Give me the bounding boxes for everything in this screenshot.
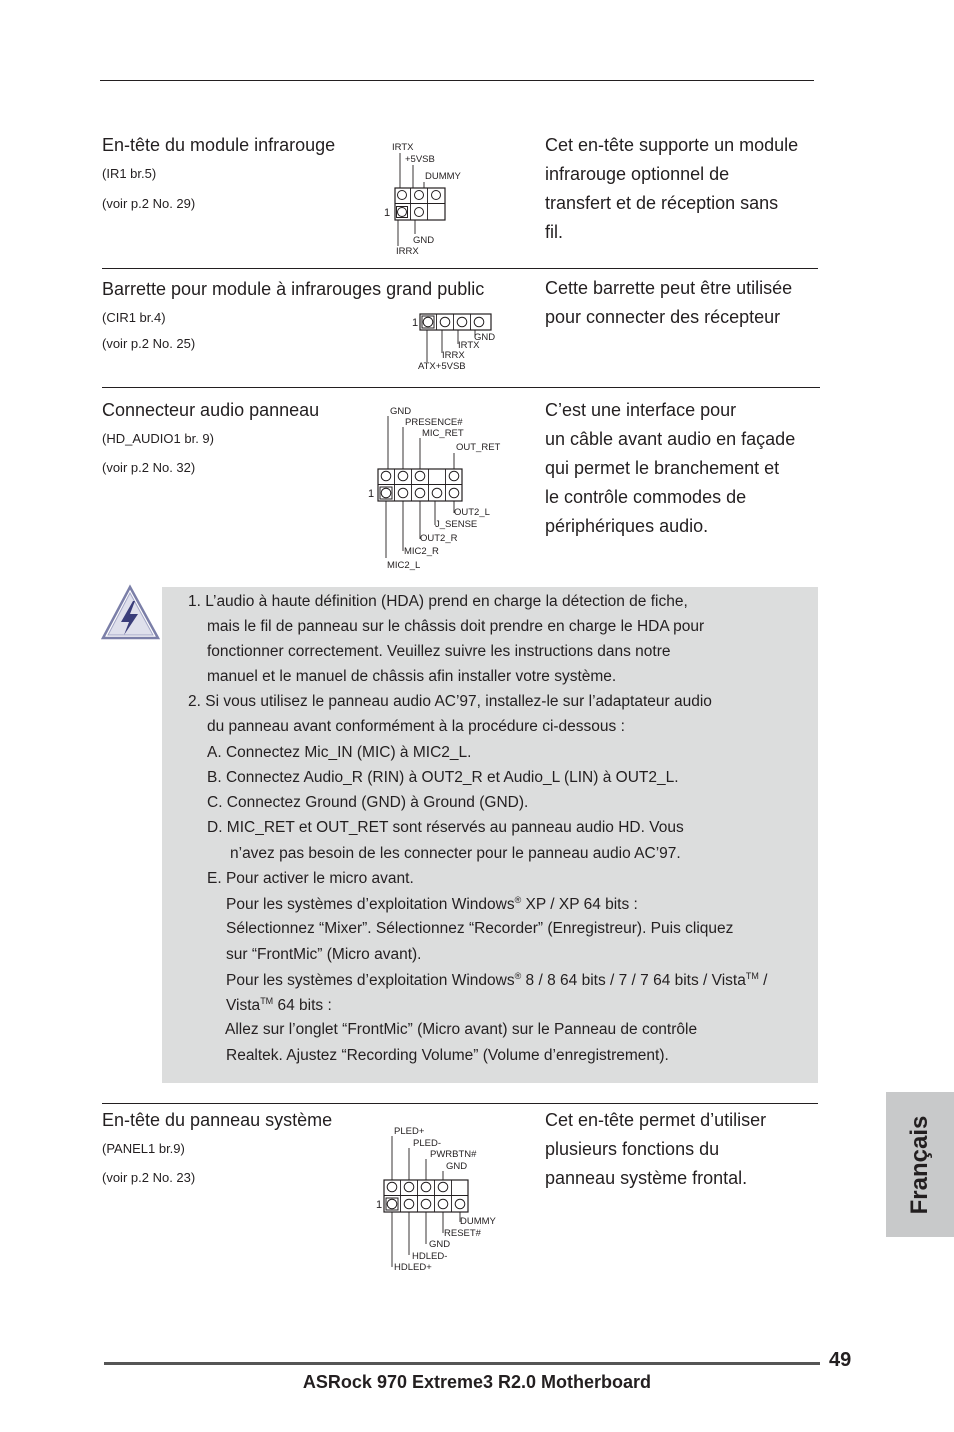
footer-title: ASRock 970 Extreme3 R2.0 Motherboard xyxy=(302,1372,652,1392)
audio-pin-micret: MIC_RET xyxy=(422,428,464,439)
ir-header-diagram xyxy=(378,138,488,260)
panel-header-ref: (PANEL1 br.9) xyxy=(102,1141,185,1156)
cir-pin-atx: ATX+5VSB xyxy=(418,361,466,372)
audio-header-diagram xyxy=(366,403,506,573)
footer-bar xyxy=(104,1362,820,1365)
divider-1 xyxy=(102,268,818,269)
ir-pin-irrx: IRRX xyxy=(396,246,419,257)
panel-header-diagram xyxy=(376,1122,516,1274)
cir-pin-gnd: GND xyxy=(474,332,496,343)
note-line: E. Pour activer le micro avant. xyxy=(207,870,414,887)
note-line: Sélectionnez “Mixer”. Sélectionnez “Recorder” (Enregistreur). Puis cliquez xyxy=(226,920,734,937)
page-number: 49 xyxy=(829,1349,852,1371)
note-line: Allez sur l’onglet “FrontMic” (Micro avant) sur le Panneau de contrôle xyxy=(225,1021,698,1038)
cir-pin-irrx: IRRX xyxy=(442,350,465,361)
audio-pin-one: 1 xyxy=(368,488,375,500)
cir-pin-one: 1 xyxy=(412,317,419,329)
panel-header-desc: Cet en-tête permet d’utiliser plusieurs fonctions du panneau système frontal. xyxy=(545,1110,767,1188)
ir-header-desc: Cet en-tête supporte un module infrarouge optionnel de transfert et de réception sans fil. xyxy=(545,135,799,242)
panel-pin-gnd1: GND xyxy=(446,1161,468,1172)
panel-header-see: (voir p.2 No. 23) xyxy=(102,1170,196,1185)
ir-header-ref: (IR1 br.5) xyxy=(102,166,157,181)
note-box xyxy=(162,587,818,1083)
cir-header-desc: Cette barrette peut être utilisée pour connecter des récepteur xyxy=(545,278,793,327)
note-line: A. Connectez Mic_IN (MIC) à MIC2_L. xyxy=(207,744,472,761)
audio-header-ref: (HD_AUDIO1 br. 9) xyxy=(102,431,214,446)
warning-triangle-icon xyxy=(100,584,162,642)
ir-pin-5vsb: +5VSB xyxy=(405,154,435,165)
cir-header-see: (voir p.2 No. 25) xyxy=(102,336,196,351)
divider-2 xyxy=(102,387,820,388)
note-line: D. MIC_RET et OUT_RET sont réservés au panneau audio HD. Vous xyxy=(207,819,684,836)
audio-header-see: (voir p.2 No. 32) xyxy=(102,460,196,475)
ir-header-see: (voir p.2 No. 29) xyxy=(102,196,196,211)
panel-header-title: En-tête du panneau système xyxy=(102,1110,333,1130)
note-line: C. Connectez Ground (GND) à Ground (GND). xyxy=(207,794,529,811)
panel-pin-one: 1 xyxy=(376,1199,383,1211)
audio-pin-gnd: GND xyxy=(390,406,412,417)
cir-pin-irtx: IRTX xyxy=(458,340,480,351)
audio-header-desc: C’est une interface pour un câble avant audio en façade qui permet le branchement et le contrôle commodes de périphériques audio. xyxy=(545,400,796,536)
panel-pin-hdledm: HDLED- xyxy=(412,1251,448,1262)
panel-pin-pledm: PLED- xyxy=(413,1138,441,1149)
ir-pin-gnd: GND xyxy=(413,235,435,246)
ir-pin-irtx: IRTX xyxy=(392,142,414,153)
note-line: du panneau avant conformément à la procédure ci-dessous : xyxy=(207,718,625,735)
cir-header-ref: (CIR1 br.4) xyxy=(102,310,166,325)
cir-header-diagram xyxy=(410,308,510,374)
cir-header-title: Barrette pour module à infrarouges grand public xyxy=(102,279,485,299)
note-line: fonctionner correctement. Veuillez suivre les instructions dans notre xyxy=(207,643,671,660)
note-line: mais le fil de panneau sur le châssis doit prendre en charge le HDA pour xyxy=(207,618,705,635)
note-line: Pour les systèmes d’exploitation Windows® 8 / 8 64 bits / 7 / 7 64 bits / Vista™ / xyxy=(226,971,768,990)
panel-pin-gnd2: GND xyxy=(429,1239,451,1250)
audio-pin-mic2r: MIC2_R xyxy=(404,546,439,557)
language-side-tab xyxy=(886,1092,954,1237)
ir-pin-one: 1 xyxy=(384,207,391,219)
audio-pin-out2l: OUT2_L xyxy=(454,507,490,518)
ir-header-title: En-tête du module infrarouge xyxy=(102,135,336,155)
note-line: n’avez pas besoin de les connecter pour le panneau audio AC’97. xyxy=(230,845,681,862)
note-line: sur “FrontMic” (Micro avant). xyxy=(226,946,422,963)
note-line: 1. L’audio à haute définition (HDA) prend en charge la détection de fiche, xyxy=(188,593,688,610)
language-label: Français xyxy=(906,1115,933,1214)
note-line: Realtek. Ajustez “Recording Volume” (Volume d’enregistrement). xyxy=(226,1047,669,1064)
note-line: Pour les systèmes d’exploitation Windows® XP / XP 64 bits : xyxy=(226,895,638,914)
audio-header-title: Connecteur audio panneau xyxy=(102,400,320,420)
audio-pin-mic2l: MIC2_L xyxy=(387,560,421,571)
divider-3 xyxy=(102,1103,818,1104)
audio-pin-presence: PRESENCE# xyxy=(405,417,463,428)
top-rule xyxy=(100,80,814,81)
audio-pin-outret: OUT_RET xyxy=(456,442,501,453)
audio-pin-jsense: J_SENSE xyxy=(435,519,478,530)
note-line: manuel et le manuel de châssis afin installer votre système. xyxy=(207,668,617,685)
panel-pin-reset: RESET# xyxy=(444,1228,481,1239)
note-line: Vista™ 64 bits : xyxy=(226,996,332,1015)
panel-pin-dummy: DUMMY xyxy=(460,1216,496,1227)
note-line: B. Connectez Audio_R (RIN) à OUT2_R et Audio_L (LIN) à OUT2_L. xyxy=(207,769,679,786)
ir-pin-dummy: DUMMY xyxy=(425,171,461,182)
panel-pin-pledp: PLED+ xyxy=(394,1126,425,1137)
note-line: 2. Si vous utilisez le panneau audio AC’97, installez-le sur l’adaptateur audio xyxy=(188,693,712,710)
panel-pin-pwrbtn: PWRBTN# xyxy=(430,1149,477,1160)
panel-pin-hdledp: HDLED+ xyxy=(394,1262,432,1273)
audio-pin-out2r: OUT2_R xyxy=(420,533,458,544)
